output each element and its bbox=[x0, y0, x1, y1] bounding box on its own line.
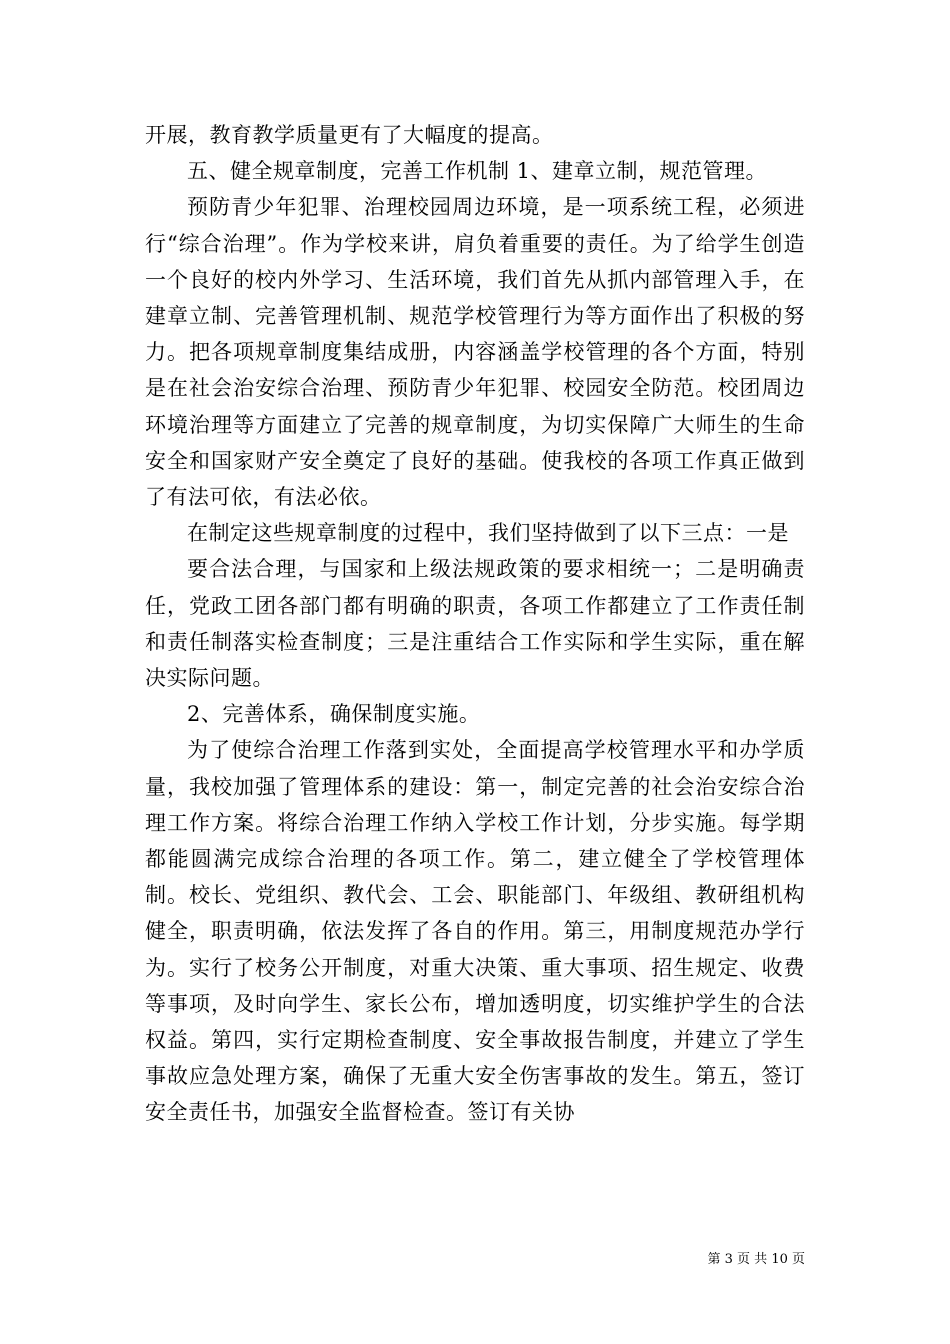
section-heading-five: 五、健全规章制度，完善工作机制 1、建章立制，规范管理。 bbox=[187, 159, 768, 184]
paragraph-prevention: 预防青少年犯罪、治理校园周边环境，是一项系统工程，必须进行“综合治理”。作为学校来讲，肩负着重要的责任。为了给学生创造一个良好的校内外学习、生活环境，我们首先从抓内部管理入手，在建章立制、完善管理机制、规范学校管理行为等方面作出了积极的努力。把各项规章制度集结成册，内容涵盖学校管理的各个方面，特别是在社会治安综合治理、预防青少年犯罪、校园安全防范。校团周边环境治理等方面建立了完善的规章制度，为切实保障广大师生的生命安全和国家财产安全奠定了良好的基础。使我校的各项工作真正做到了有法可依，有法必依。 bbox=[145, 195, 805, 510]
paragraph-management-system: 为了使综合治理工作落到实处，全面提高学校管理水平和办学质量，我校加强了管理体系的建设：第一，制定完善的社会治安综合治理工作方案。将综合治理工作纳入学校工作计划，分步实施。每学期都能圆满完成综合治理的各项工作。第二，建立健全了学校管理体制。校长、党组织、教代会、工会、职能部门、年级组、教研组机构健全，职责明确，依法发挥了各自的作用。第三，用制度规范办学行为。实行了校务公开制度，对重大决策、重大事项、招生规定、收费等事项，及时向学生、家长公布，增加透明度，切实维护学生的合法权益。第四，实行定期检查制度、安全事故报告制度，并建立了学生事故应急处理方案，确保了无重大安全伤害事故的发生。第五，签订安全责任书，加强安全监督检查。签订有关协 bbox=[145, 738, 805, 1125]
paragraph-continuation: 开展，教育教学质量更有了大幅度的提高。 bbox=[145, 123, 554, 147]
subheading-system: 2、完善体系，确保制度实施。 bbox=[187, 702, 481, 727]
paragraph-three-points-intro: 在制定这些规章制度的过程中，我们坚持做到了以下三点：一是 bbox=[187, 521, 789, 546]
paragraph-three-points: 要合法合理，与国家和上级法规政策的要求相统一；二是明确责任，党政工团各部门都有明确的职责，各项工作都建立了工作责任制和责任制落实检查制度；三是注重结合工作实际和学生实际，重在解决实际问题。 bbox=[145, 557, 805, 691]
document-body bbox=[145, 117, 805, 1131]
page-number-footer: 第 3 页 共 10 页 bbox=[707, 1252, 805, 1267]
